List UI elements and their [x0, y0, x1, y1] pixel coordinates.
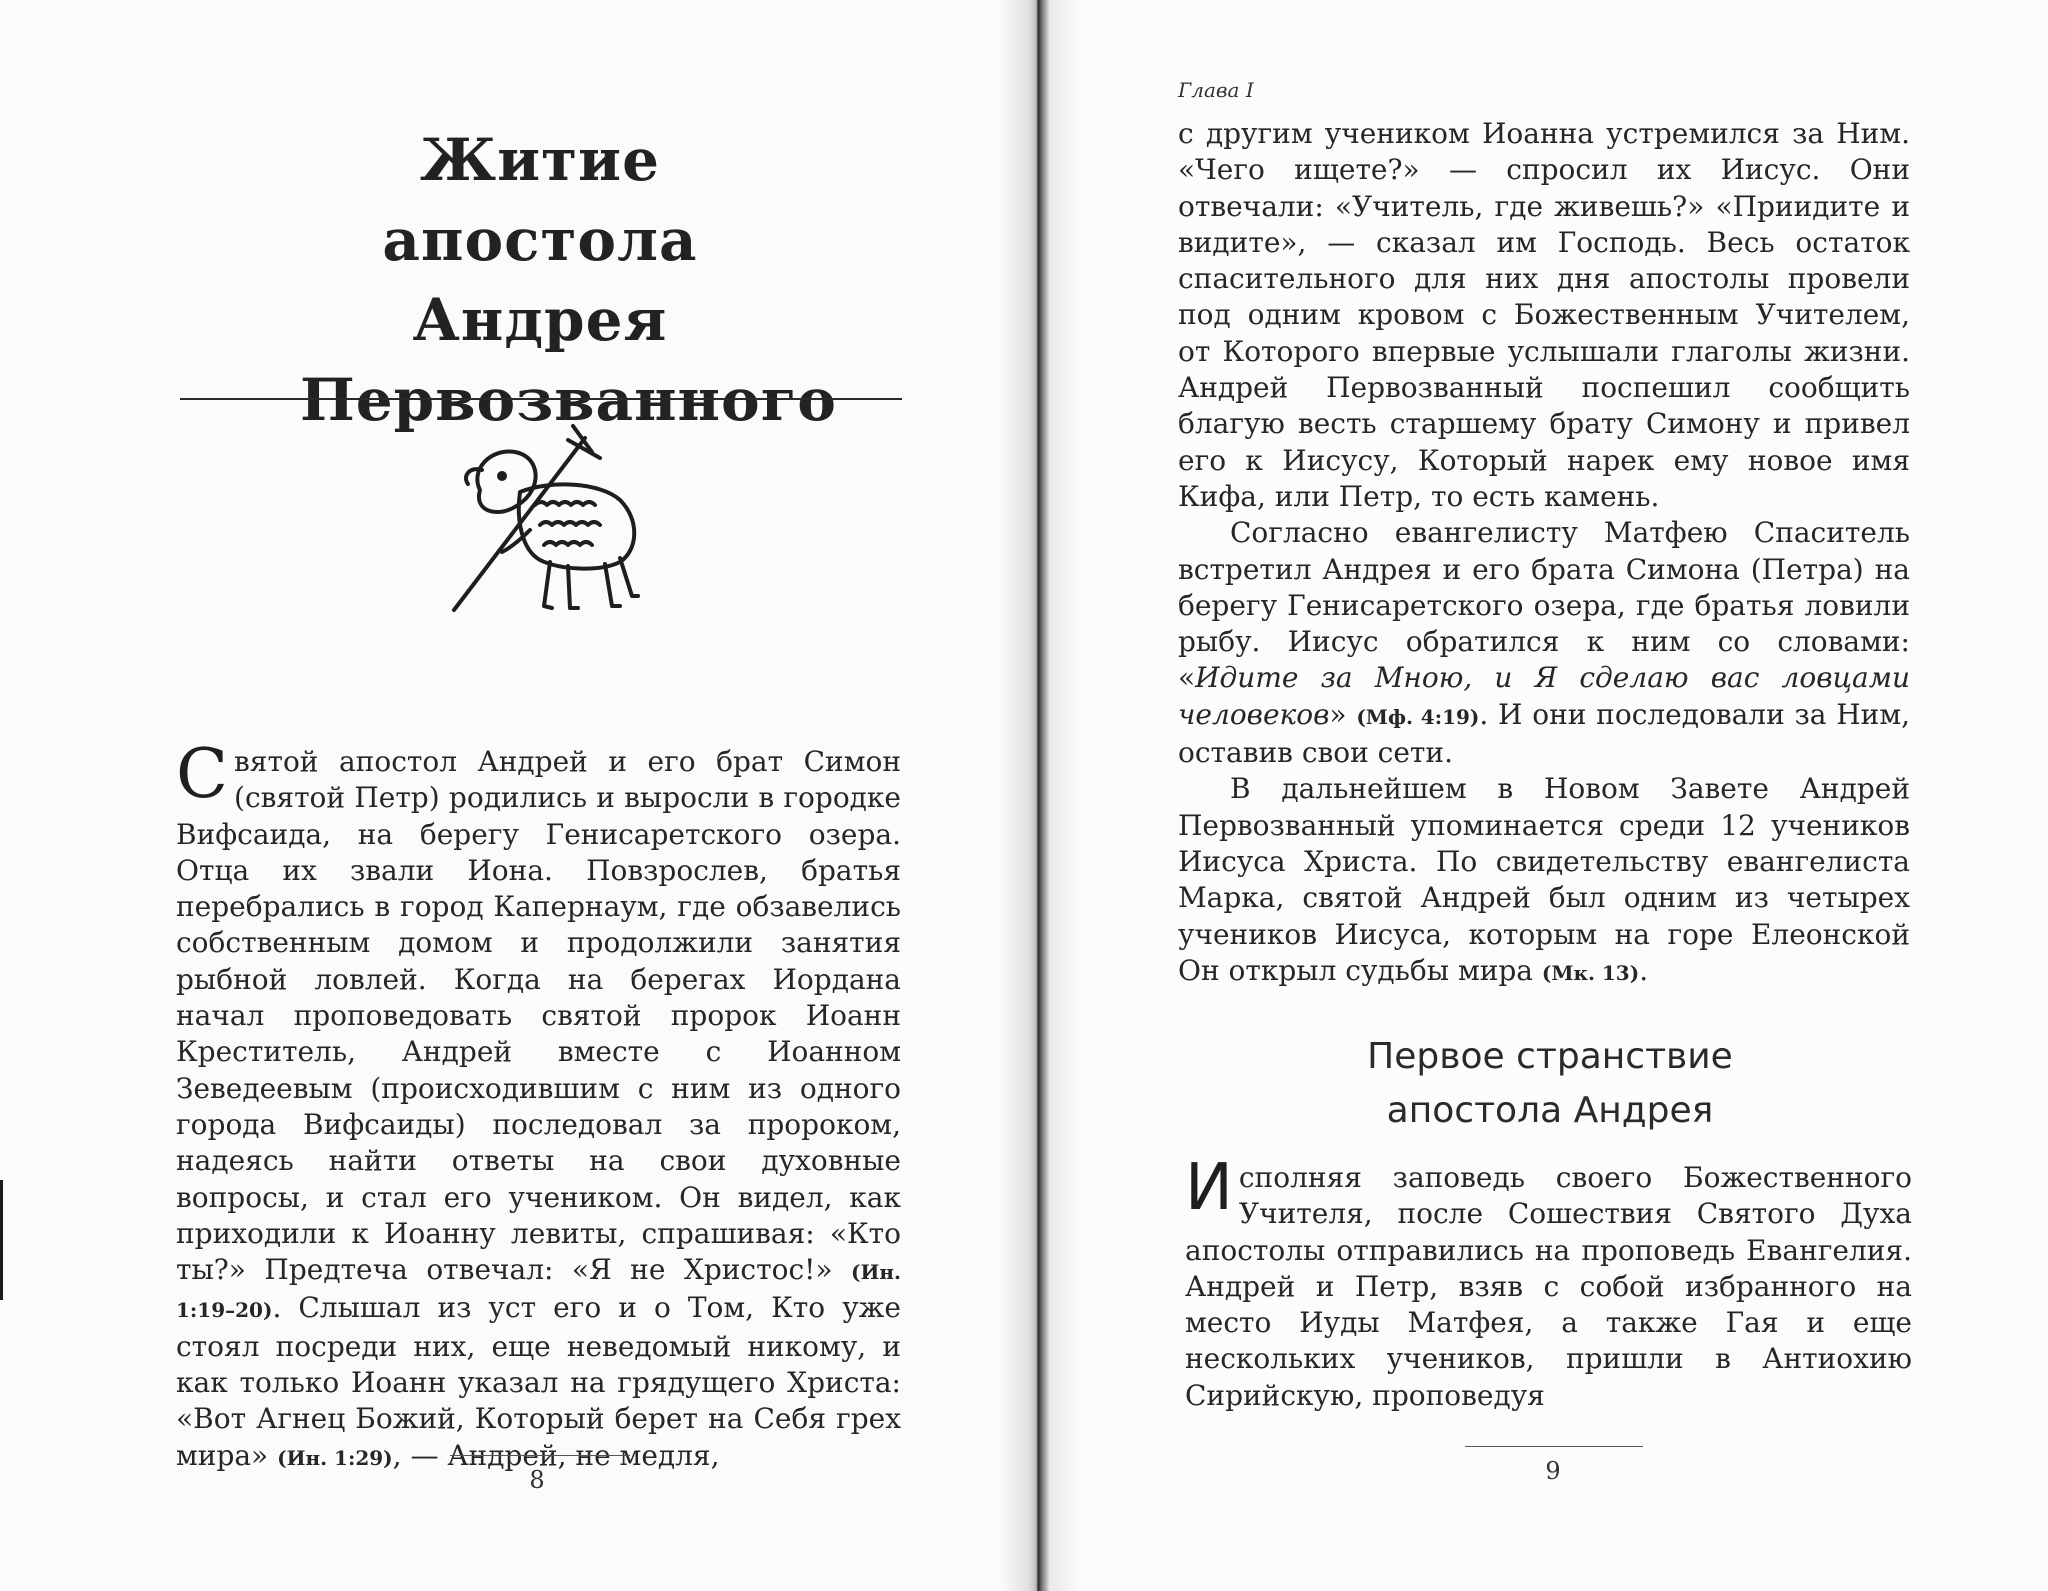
paragraph-text: сполняя заповедь своего Божественного Учителя, после Сошествия Святого Духа апостолы отправились на проповедь Евангелия. Андрей и Петр, взяв с собой избранного на место Иуды Матфея, а также Гая и еще нескольких учеников, пришли в Антиохию Сирийскую, проповедуя: [1185, 1161, 1912, 1412]
paragraph-text: В дальнейшем в Новом Завете Андрей Первозванный упоминается среди 12 учеников Иисуса Христа. По свидетельству евангелиста Марка, святой Андрей был одним из четырех учеников Иисуса, которым на горе Елеонской Он открыл судьбы мира: [1178, 772, 1910, 987]
heading-line: апостола Андрея: [1386, 1090, 1714, 1131]
heading-line: Первое странствие: [1367, 1036, 1733, 1077]
title-line: Житие: [420, 126, 660, 194]
title-divider: [180, 398, 902, 400]
page-number: 9: [1545, 1457, 1561, 1485]
title-line: Андрея: [412, 286, 668, 354]
book-gutter: [1000, 0, 1080, 1591]
section-heading: [1260, 1030, 1840, 1138]
paragraph-text: , — Андрей, не медля,: [392, 1438, 720, 1472]
paragraph: [1178, 515, 1910, 771]
left-body-text: [176, 735, 901, 1476]
paragraph: [1178, 771, 1910, 991]
page-number: 8: [529, 1466, 545, 1494]
right-body-text-2: [1185, 1151, 1912, 1414]
running-head: Глава I: [1178, 78, 1254, 102]
drop-cap: И: [1185, 1151, 1233, 1225]
paragraph-text: Согласно евангелисту Матфею Спаситель встретил Андрея и его брата Симона (Петра) на берегу Генисаретского озера, где братья ловили рыбу. Иисус обратился к ним со словами: «: [1178, 516, 1910, 695]
chapter-title: [300, 120, 837, 440]
scripture-reference: (Ин. 1:19–20): [176, 1260, 901, 1323]
paragraph-text: . Слышал из уст его и о Том, Кто уже стоял посреди них, еще неведомый никому, и как только Иоанн указал на грядущего Христа: «Вот Агнец Божий, Который берет на Себя грех мира»: [176, 1291, 901, 1472]
scripture-reference: (Мф. 4:19): [1356, 704, 1480, 729]
paragraph-text: . И они последовали за Ним, оставив свои сети.: [1178, 697, 1910, 770]
right-body-text: [1178, 116, 1910, 991]
folio-rule: [450, 1455, 630, 1456]
title-line: апостола: [382, 206, 698, 274]
page-edge: [0, 1180, 3, 1300]
scripture-reference: (Мк. 13): [1541, 960, 1640, 985]
paragraph-text: вятой апостол Андрей и его брат Симон (святой Петр) родились и выросли в городке Вифсаида, на берегу Генисаретского озера. Отца их звали Иона. Повзрослев, братья перебрались в город Капернаум, где обзавелись собственным домом и продолжили занятия рыбной ловлей. Когда на берегах Иордана начал проповедовать святой пророк Иоанн Креститель, Андрей вместе с Иоанном Зеведеевым (происходившим с ним из одного города Вифсаиды) последовал за пророком, надеясь найти ответы на свои духовные вопросы, и стал его учеником. Он видел, как приходили к Иоанну левиты, спрашивая: «Кто ты?» Предтеча отвечал: «Я не Христос!»: [176, 745, 901, 1287]
scripture-reference: (Ин. 1:29): [277, 1445, 393, 1470]
folio-rule: [1465, 1446, 1643, 1447]
paragraph: с другим учеником Иоанна устремился за Ним. «Чего ищете?» — спросил их Иисус. Они отвечали: «Учитель, где живешь?» «Приидите и видите», — сказал им Господь. Весь остаток спасительного для них дня апостолы провели под одним кровом с Божественным Учителем, от Которого впервые услышали глаголы жизни. Андрей Первозванный поспешил сообщить благую весть старшему брату Симону и привел его к Иисусу, Который нарек ему новое имя Кифа, или Петр, то есть камень.: [1178, 117, 1910, 513]
paragraph-text: »: [1329, 697, 1347, 731]
paragraph-text: .: [1639, 953, 1649, 987]
italic-quote: Идите за Мною, и Я сделаю вас ловцами человеков: [1178, 661, 1910, 731]
title-line: Первозванного: [300, 366, 837, 434]
drop-cap: С: [176, 735, 229, 814]
lamb-with-cross-icon: [440, 420, 660, 620]
